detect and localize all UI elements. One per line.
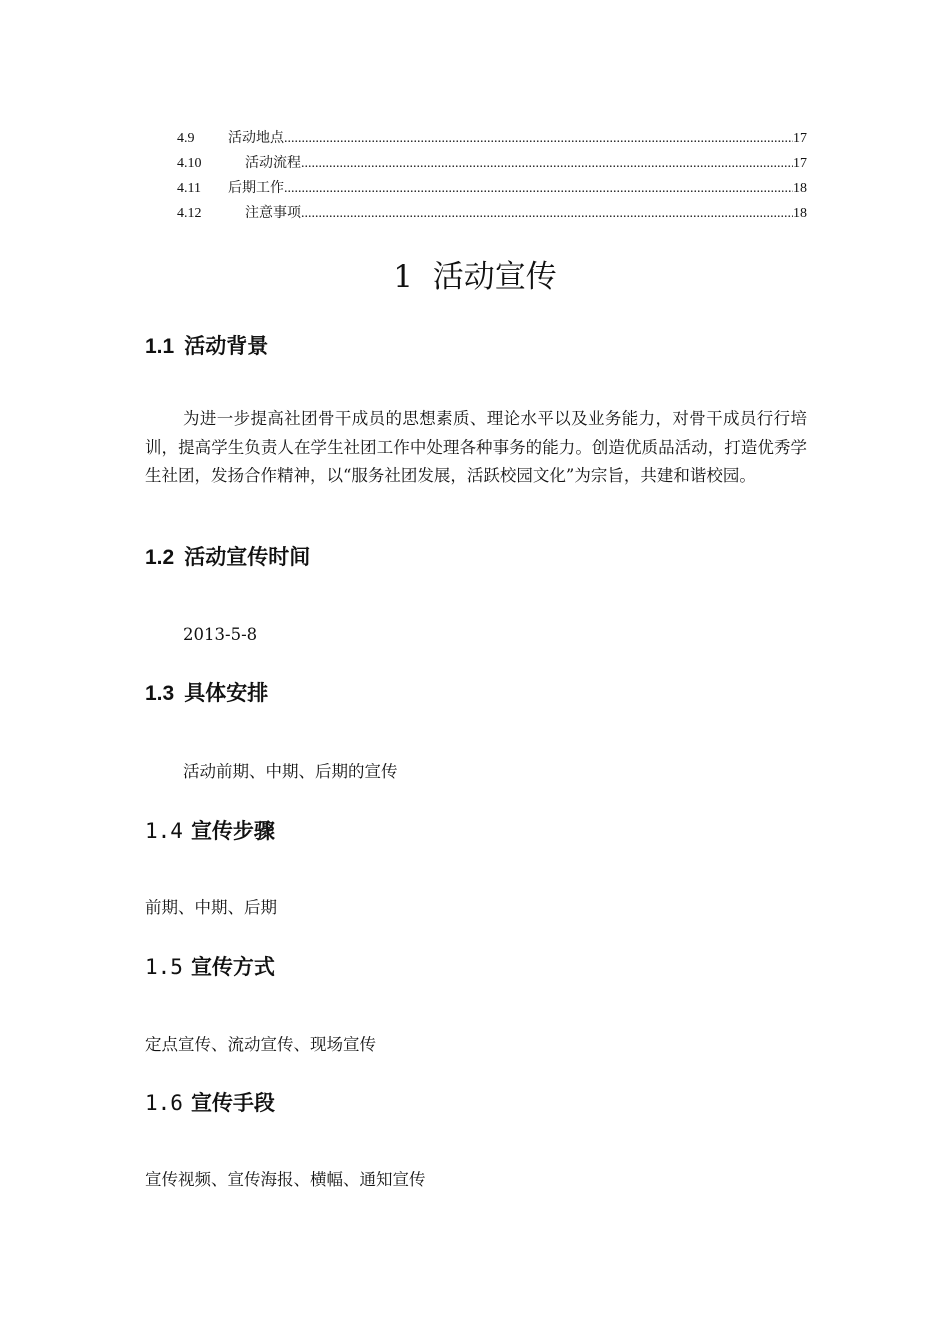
section-number: 1.2: [145, 546, 175, 569]
section-number: 1.5: [145, 955, 183, 979]
toc-entry-page: 18: [793, 181, 807, 196]
section-heading: [145, 330, 268, 363]
toc-entry-page: 17: [793, 131, 807, 146]
section-number: 1.1: [145, 335, 175, 358]
toc-dot-leader: [301, 151, 793, 176]
section-body: 活动前期、中期、后期的宣传: [183, 762, 398, 781]
toc-dot-leader: [301, 201, 793, 226]
toc-entry-title: 活动地点: [228, 130, 284, 146]
section-number: 1.6: [145, 1091, 183, 1115]
section-title: 宣传方式: [190, 955, 275, 979]
chapter-number: 1: [393, 259, 413, 295]
section-body: 2013-5-8: [183, 625, 258, 644]
table-of-contents: [177, 126, 807, 226]
toc-entry-page: 18: [793, 206, 807, 221]
section-number: 1.4: [145, 819, 183, 843]
toc-entry[interactable]: [177, 201, 807, 226]
section-title: 宣传手段: [190, 1091, 275, 1115]
section-title: 宣传步骤: [190, 819, 275, 843]
toc-entry-page: 17: [793, 156, 807, 171]
chapter-title: 活动宣传: [432, 259, 557, 295]
toc-entry-title: 注意事项: [245, 205, 301, 221]
section-heading: [145, 1087, 275, 1119]
section-heading: [145, 951, 275, 983]
section-number: 1.3: [145, 682, 175, 705]
toc-entry[interactable]: [177, 126, 807, 151]
section-title: 活动宣传时间: [184, 545, 311, 569]
toc-entry-number: 4.12: [177, 206, 202, 221]
section-title: 活动背景: [184, 334, 269, 358]
chapter-heading: [0, 252, 950, 302]
section-body: 定点宣传、流动宣传、现场宣传: [145, 1035, 376, 1054]
section-heading: [145, 677, 268, 710]
section-title: 具体安排: [184, 681, 269, 705]
section-body: 宣传视频、宣传海报、横幅、通知宣传: [145, 1170, 426, 1189]
section-body: 前期、中期、后期: [145, 898, 277, 917]
toc-entry[interactable]: [177, 151, 807, 176]
toc-entry-title: 活动流程: [245, 155, 301, 171]
toc-entry-number: 4.10: [177, 156, 202, 171]
toc-entry-title: 后期工作: [228, 180, 284, 196]
section-heading: [145, 815, 275, 847]
toc-entry[interactable]: [177, 176, 807, 201]
toc-entry-number: 4.11: [177, 181, 201, 196]
toc-entry-number: 4.9: [177, 131, 195, 146]
toc-dot-leader: [284, 176, 793, 201]
section-body: 为进一步提高社团骨干成员的思想素质、理论水平以及业务能力，对骨干成员行行培训，提高学生负责人在学生社团工作中处理各种事务的能力。创造优质品活动，打造优秀学生社团，发扬合作精神，以“服务社团发展，活跃校园文化”为宗旨，共建和谐校园。: [145, 409, 807, 485]
section-heading: [145, 541, 310, 574]
toc-dot-leader: [284, 126, 793, 151]
